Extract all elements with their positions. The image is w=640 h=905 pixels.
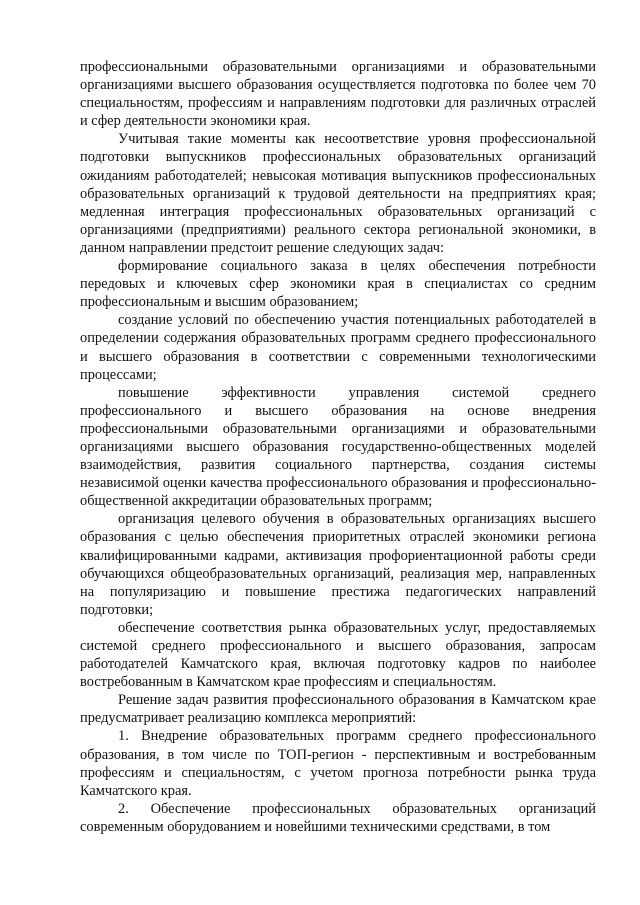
paragraph-4: создание условий по обеспечению участия потенциальных работодателей в определении содержания образовательных программ среднего профессионального и высшего образования в соответствии с современными технологическими процессами;: [80, 312, 596, 383]
paragraph-6: организация целевого обучения в образовательных организациях высшего образования с целью обеспечения приоритетных отраслей экономики региона квалифицированными кадрами, активизация профориентационной работы среди обучающихся общеобразовательных организаций, реализация мер, направленных на популяризацию и повышение престижа педагогических направлений подготовки;: [80, 511, 596, 618]
paragraph-5: повышение эффективности управления системой среднего профессионального и высшего образования на основе внедрения профессиональными образовательными организациями и образовательными организациями высшего образования государственно-общественных моделей взаимодействия, развития социального партнерства, создания системы независимой оценки качества профессионального образования и профессионально-общественной аккредитации образовательных программ;: [80, 384, 596, 510]
paragraph-10: 2. Обеспечение профессиональных образовательных организаций современным оборудованием и новейшими техническими средствами, в том: [80, 800, 596, 835]
paragraph-9: 1. Внедрение образовательных программ среднего профессионального образования, в том числе по ТОП-регион - перспективным и востребованным профессиям и специальностям, с учетом прогноза потребности рынка труда Камчатского края.: [80, 728, 596, 799]
paragraph-1: профессиональными образовательными организациями и образовательными организациями высшего образования осуществляется подготовка по более чем 70 специальностям, профессиям и направлениям подготовки для различных отраслей и сфер деятельности экономики края.: [80, 59, 596, 130]
paragraph-2: Учитывая такие моменты как несоответствие уровня профессиональной подготовки выпускников профессиональных образовательных организаций ожиданиям работодателей; невысокая мотивация выпускников профессиональных образовательных организаций к трудовой деятельности на предприятиях края; медленная интеграция профессиональных образовательных организаций с организациями (предприятиями) реального сектора региональной экономики, в данном направлении предстоит решение следующих задач:: [80, 131, 596, 256]
paragraph-7: обеспечение соответствия рынка образовательных услуг, предоставляемых системой среднего профессионального и высшего образования, запросам работодателей Камчатского края, включая подготовку кадров по наиболее востребованным в Камчатском крае профессиям и специальностям.: [80, 619, 596, 691]
paragraph-3: формирование социального заказа в целях обеспечения потребности передовых и ключевых сфер экономики края в специалистах со средним профессиональным и высшим образованием;: [80, 258, 596, 311]
paragraph-8: Решение задач развития профессионального образования в Камчатском крае предусматривает реализацию комплекса мероприятий:: [80, 692, 596, 727]
document-page: [80, 58, 596, 836]
